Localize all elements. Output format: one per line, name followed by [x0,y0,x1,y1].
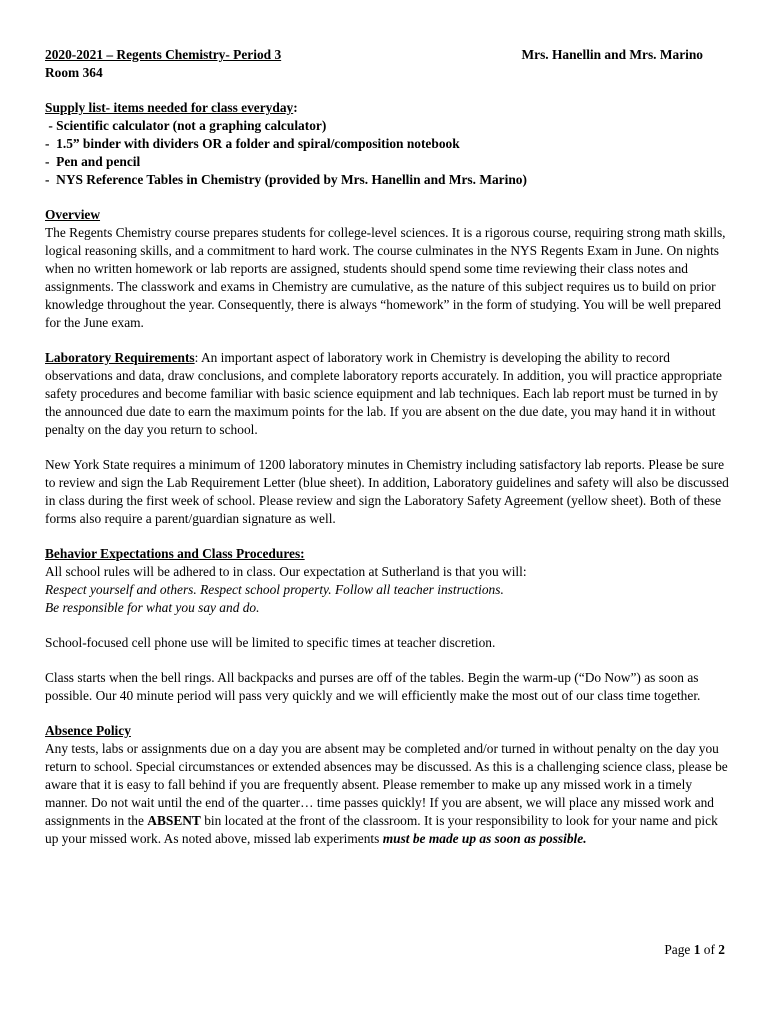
overview-heading: Overview [45,207,101,222]
supply-item: - 1.5” binder with dividers OR a folder and spiral/composition notebook [45,136,460,151]
overview-text: The Regents Chemistry course prepares students for college-level sciences. It is a rigorous course, requiring strong math skills, logical reasoning skills, and a commitment to hard work. The course culminates in the NYS Regents Exam in June. On nights when no written homework or lab reports are assigned, students should spend some time reviewing their class notes and assignments. The classwork and exams in Chemistry are cumulative, as the nature of this subject requires us to build on prior knowledge throughout the year. Consequently, there is always “homework” in the form of studying. You will be well prepared for the June exam. [45,225,726,330]
behavior-rule: Be responsible for what you say and do. [45,600,260,615]
absence-section [45,722,730,848]
supply-item: - Scientific calculator (not a graphing calculator) [45,118,327,133]
class-start-text: Class starts when the bell rings. All backpacks and purses are off of the tables. Begin the warm-up (“Do Now”) as soon as possible. Our 40 minute period will pass very quickly and we will efficiently make the most out of our class time together. [45,670,701,703]
behavior-section [45,545,730,705]
supply-heading: Supply list- items needed for class everyday [45,100,294,115]
behavior-intro: All school rules will be adhered to in class. Our expectation at Sutherland is that you will: [45,564,527,579]
absence-text: Any tests, labs or assignments due on a day you are absent may be completed and/or turned in without penalty on the day you return to school. Special circumstances or extended absences may be discussed. As this is a challenging science class, please be aware that it is easy to fall behind if you are frequently absent. Please remember to make up any missed work in a timely manner. Do not wait until the end of the quarter… time passes quickly! If you are absent, we will place any missed work and assignments in the ABSENT bin located at the front of the classroom. It is your responsibility to look for your name and pick up your missed work. As noted above, missed lab experiments must be made up as soon as possible. [45,741,728,846]
teacher-names: Mrs. Hanellin and Mrs. Marino [521,47,703,62]
absent-keyword: ABSENT [147,813,201,828]
absence-emphasis: must be made up as soon as possible. [382,831,587,846]
lab-text-2: New York State requires a minimum of 1200 laboratory minutes in Chemistry including satisfactory lab reports. Please be sure to review and sign the Lab Requirement Letter (blue sheet). In addition, Laboratory guidelines and safety will also be discussed in class during the first week of school. Please review and sign the Laboratory Safety Agreement (yellow sheet). Both of these forms also require a parent/guardian signature as well. [45,457,729,526]
page-number: Page 1 of 2 [664,942,725,957]
lab-text: : An important aspect of laboratory work in Chemistry is developing the ability to record observations and data, draw conclusions, and complete laboratory reports accurately. In addition, you will practice appropriate safety procedures and become familiar with basic science equipment and lab techniques. Each lab report must be turned in by the announced due date to earn the maximum points for the lab. If you are absent on the due date, you may hand it in without penalty on the day you return to school. [45,350,722,437]
supply-item: - NYS Reference Tables in Chemistry (provided by Mrs. Hanellin and Mrs. Marino) [45,172,527,187]
absence-heading: Absence Policy [45,723,131,738]
room-number: Room 364 [45,65,103,80]
header [45,46,730,64]
supply-item: - Pen and pencil [45,154,141,169]
lab-heading: Laboratory Requirements [45,350,195,365]
behavior-rule: Respect yourself and others. Respect school property. Follow all teacher instructions. [45,582,504,597]
course-title: 2020-2021 – Regents Chemistry- Period 3 [45,47,282,62]
overview-section [45,206,730,332]
behavior-heading: Behavior Expectations and Class Procedures: [45,546,305,561]
supply-section: Supply list- items needed for class everyday: - Scientific calculator (not a graphing calculator) - 1.5” binder with dividers OR a folder and spiral/composition notebook - Pen and pencil - NYS Reference Tables in Chemistry (provided by Mrs. Hanellin and Mrs. Marino) [45,99,730,189]
lab-section [45,349,730,528]
document-page [45,46,730,848]
supply-list [45,117,730,189]
phone-policy: School-focused cell phone use will be limited to specific times at teacher discretion. [45,635,496,650]
